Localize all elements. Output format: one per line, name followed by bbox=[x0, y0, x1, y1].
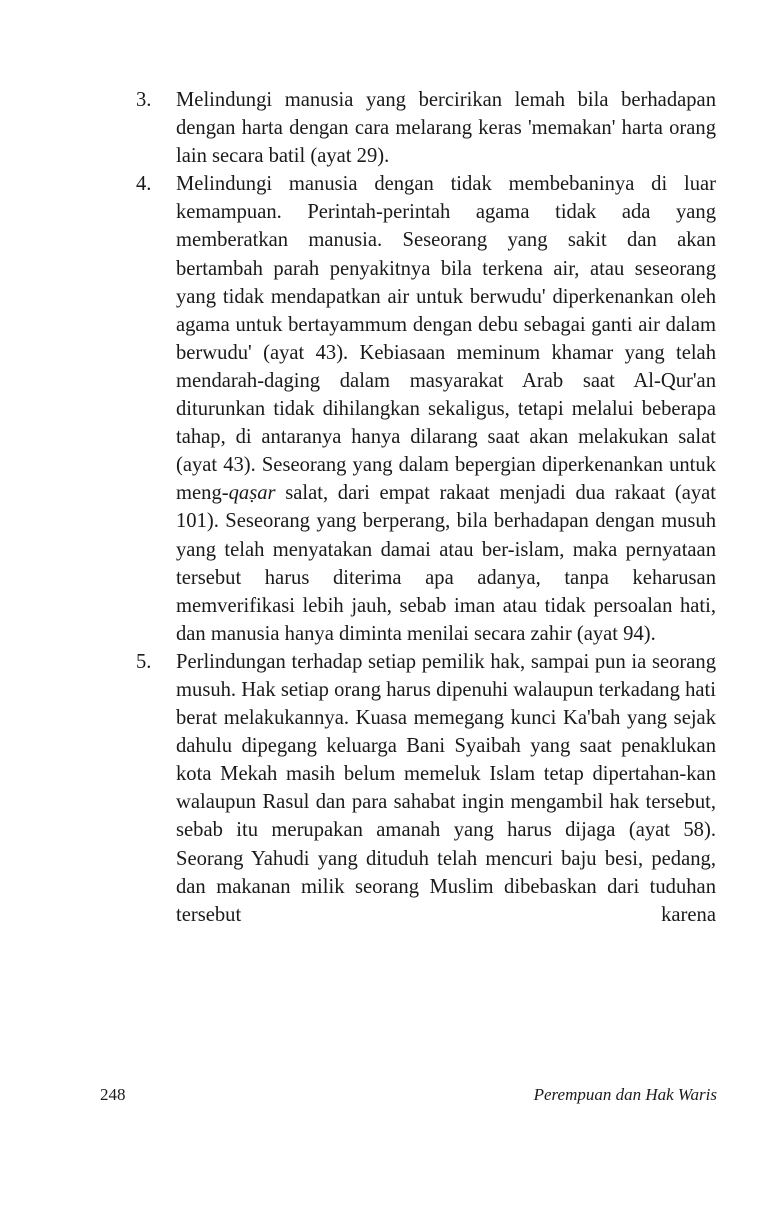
list-item-5 bbox=[136, 648, 716, 929]
list-item-text-part: Melindungi manusia dengan tidak membebaninya di luar kemampuan. Perintah-perintah agama tidak ada yang memberatkan manusia. Seseorang yang sakit dan akan bertambah parah penyakitnya bila terkena air, atau seseorang yang tidak mendapatkan air untuk berwudu' diperkenankan oleh agama untuk bertayammum dengan debu sebagai ganti air dalam berwudu' (ayat 43). Kebiasaan meminum khamar yang telah mendarah-daging dalam masyarakat Arab saat Al-Qur'an diturunkan tidak dihilangkan sekaligus, tetapi melalui beberapa tahap, di antaranya hanya dilarang saat akan melakukan salat (ayat 43). Seseorang yang dalam bepergian diperkenankan untuk meng- bbox=[176, 173, 716, 505]
list-item-4 bbox=[136, 170, 716, 648]
list-item-text bbox=[176, 170, 716, 648]
page-body bbox=[0, 86, 783, 929]
page-number: 248 bbox=[100, 1085, 126, 1104]
list-item-text-part: salat, dari empat rakaat menjadi dua rakaat (ayat 101). Seseorang yang berperang, bila berhadapan dengan musuh yang telah menyatakan damai atau ber-islam, maka pernyataan tersebut harus diterima apa adanya, tanpa keharusan memverifikasi lebih jauh, sebab iman atau tidak persoalan hati, dan manusia hanya diminta menilai secara zahir (ayat 94). bbox=[176, 482, 716, 645]
running-title: Perempuan dan Hak Waris bbox=[533, 1085, 717, 1104]
list-item-number: 3. bbox=[136, 89, 152, 111]
list-item-text: Perlindungan terhadap setiap pemilik hak, sampai pun ia seorang musuh. Hak setiap orang harus dipenuhi walaupun terkadang hati berat melakukannya. Kuasa memegang kunci Ka'bah yang sejak dahulu dipegang keluarga Bani Syaibah yang saat penaklukan kota Mekah masih belum memeluk Islam tetap dipertahan-kan walaupun Rasul dan para sahabat ingin mengambil hak tersebut, sebab itu merupakan amanah yang harus dijaga (ayat 58). Seorang Yahudi yang dituduh telah mencuri baju besi, pedang, dan makanan milik seorang Muslim dibebaskan dari tuduhan tersebut karena bbox=[176, 650, 716, 926]
list-item-number: 5. bbox=[136, 650, 152, 673]
list-item-3 bbox=[136, 86, 716, 170]
list-item-number: 4. bbox=[136, 173, 152, 196]
italic-term: qaṣar bbox=[228, 482, 276, 505]
list-item-text: Melindungi manusia yang bercirikan lemah bila berhadapan dengan harta dengan cara melarang keras 'memakan' harta orang lain secara batil (ayat 29). bbox=[176, 89, 716, 168]
